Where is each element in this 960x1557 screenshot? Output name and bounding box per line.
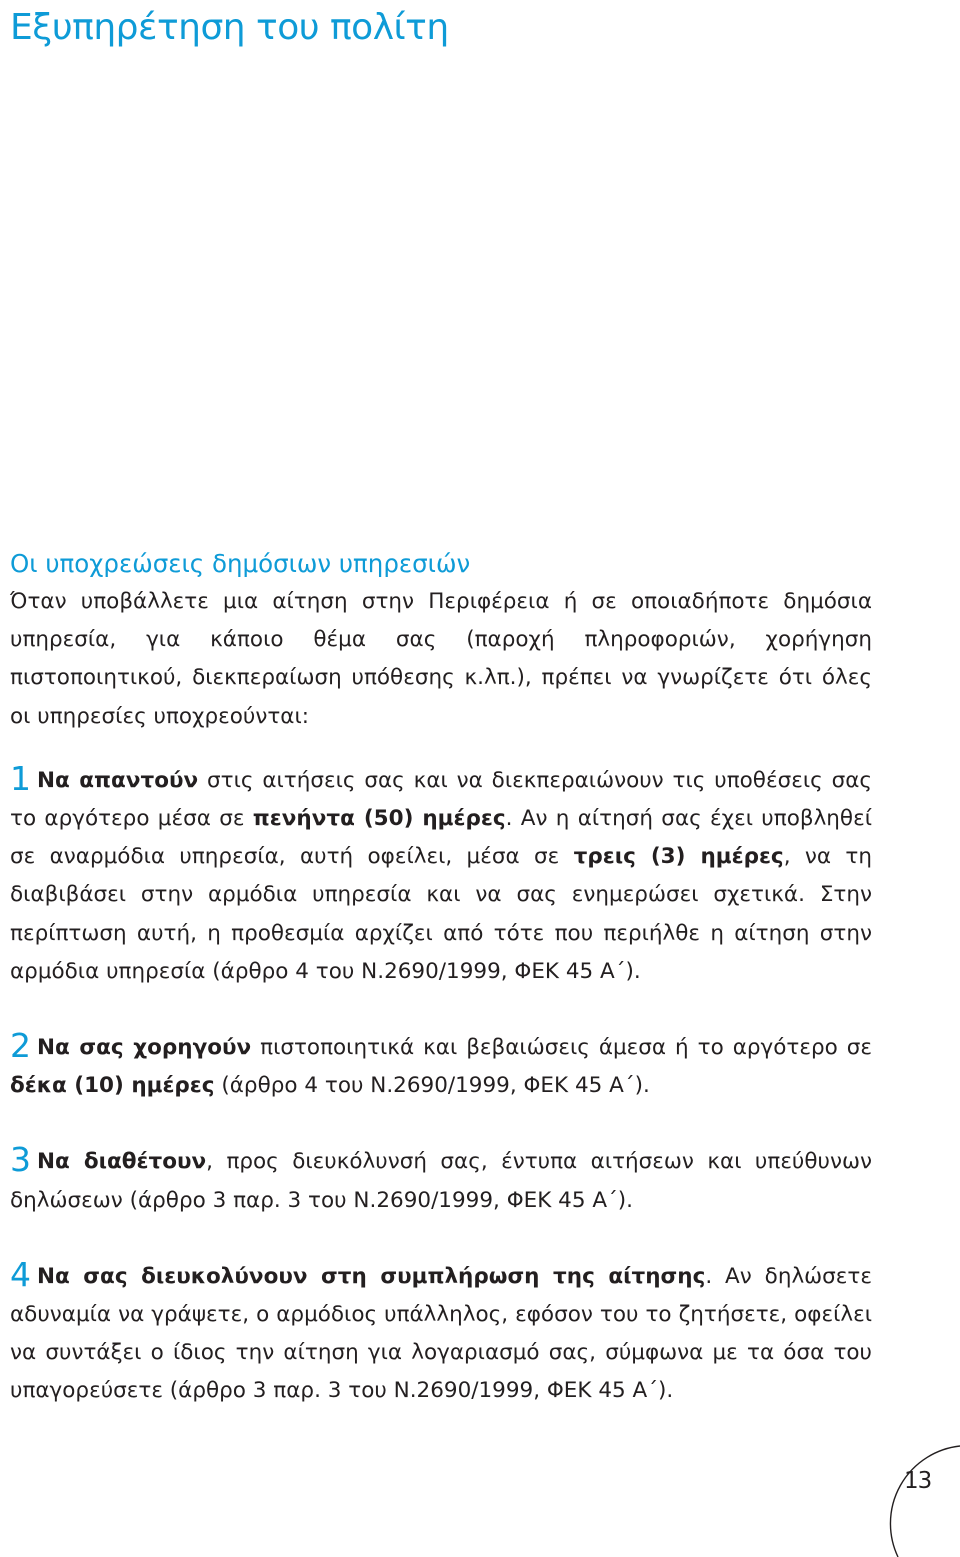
section-title: Οι υποχρεώσεις δημόσιων υπηρεσιών xyxy=(10,549,471,578)
obligation-item-3 xyxy=(10,1140,872,1219)
item-highlight: τρεις (3) ημέρες xyxy=(573,844,784,870)
item-lead: Να σας χορηγούν xyxy=(37,1035,252,1061)
page-number: 13 xyxy=(904,1468,932,1494)
item-text: , να τη διαβιβάσει στην αρμόδια υπηρεσία και να σας ενημερώσει σχετικά. Στην περίπτωση αυτή, η προθεσμία αρχίζει από τότε που περιήλθε η αίτηση στην αρμόδια υπηρεσία (άρθρο 4 του Ν.2690/1999, ΦΕΚ 45 Α΄). xyxy=(10,844,872,984)
item-number: 1 xyxy=(10,758,31,798)
page-header-title: Εξυπηρέτηση του πολίτη xyxy=(10,7,449,48)
main-content xyxy=(10,545,872,1449)
item-number: 4 xyxy=(10,1254,31,1294)
page-corner-arc-icon xyxy=(870,1438,960,1557)
item-number: 2 xyxy=(10,1026,31,1066)
item-text: . Αν η αίτησή σας έχει υποβληθεί σε αναρμόδια υπηρεσία, αυτή οφείλει, μέσα σε xyxy=(10,806,872,870)
page-number-area xyxy=(870,1438,960,1557)
item-lead: Να διαθέτουν xyxy=(37,1149,207,1175)
item-text: . Αν δηλώσετε αδυναμία να γράψετε, ο αρμόδιος υπάλληλος, εφόσον του το ζητήσετε, οφείλει να συντάξει ο ίδιος την αίτηση για λογαριασμό σας, σύμφωνα με τα όσα του υπαγορεύσετε (άρθρο 3 παρ. 3 του Ν.2690/1999, ΦΕΚ 45 Α΄). xyxy=(10,1263,872,1404)
obligation-item-2 xyxy=(10,1026,872,1105)
item-highlight: δέκα (10) ημέρες xyxy=(10,1073,215,1099)
intro-paragraph: Όταν υποβάλλετε μια αίτηση στην Περιφέρεια ή σε οποιαδήποτε δημόσια υπηρεσία, για κάποιο θέμα σας (παροχή πληροφοριών, χορήγηση πιστοποιητικού, διεκπεραίωση υπόθεσης κ.λπ.), πρέπει να γνωρίζετε ότι όλες οι υπηρεσίες υποχρεούνται: xyxy=(10,589,872,729)
item-highlight: πενήντα (50) ημέρες xyxy=(252,806,506,832)
item-text: (άρθρο 4 του Ν.2690/1999, ΦΕΚ 45 Α΄). xyxy=(214,1073,650,1099)
obligation-item-4 xyxy=(10,1254,872,1411)
item-text: πιστοποιητικά και βεβαιώσεις άμεσα ή το αργότερο σε xyxy=(251,1035,872,1061)
obligation-item-1 xyxy=(10,758,872,991)
item-text: στις αιτήσεις σας και να διεκπεραιώνουν τις υποθέσεις σας το αργότερο μέσα σε xyxy=(10,767,872,832)
item-number: 3 xyxy=(10,1140,31,1180)
item-text: , προς διευκόλυνσή σας, έντυπα αιτήσεων και υπεύθυνων δηλώσεων (άρθρο 3 παρ. 3 του Ν.2690/1999, ΦΕΚ 45 Α΄). xyxy=(10,1149,872,1213)
item-lead: Να σας διευκολύνουν στη συμπλήρωση της αίτησης xyxy=(37,1263,706,1289)
item-lead: Να απαντούν xyxy=(37,767,199,793)
